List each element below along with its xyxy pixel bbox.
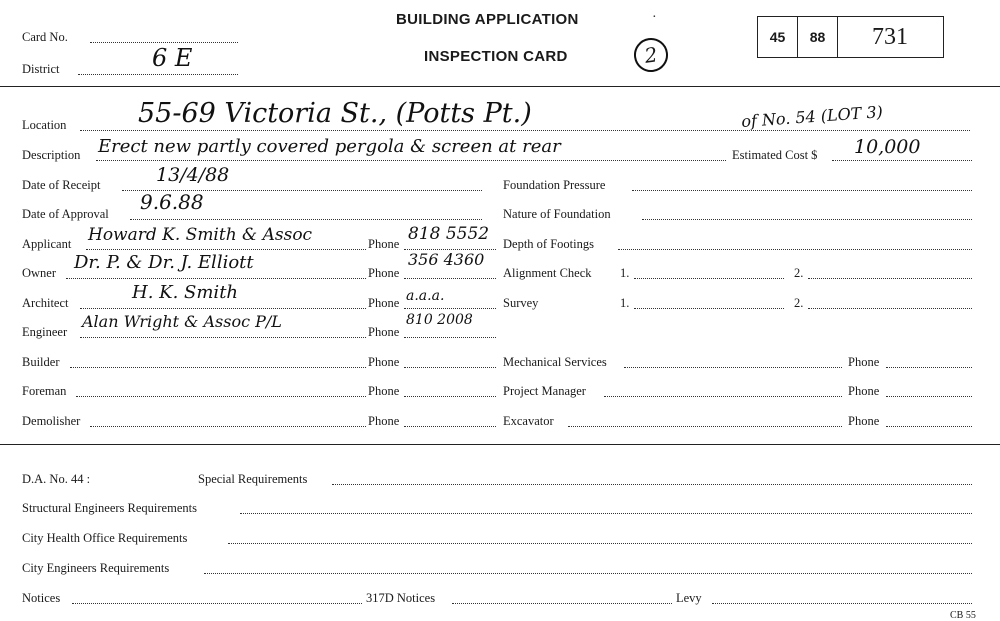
owner-phone-line xyxy=(404,278,496,279)
mechanical-services-line xyxy=(624,367,842,368)
card-number-box xyxy=(757,16,944,58)
engineer-phone-line xyxy=(404,337,496,338)
excavator-phone-label: Phone xyxy=(848,414,880,428)
location-line xyxy=(80,130,970,131)
city-engineers-line xyxy=(204,573,972,574)
dot-mark: · xyxy=(652,10,657,25)
date-of-approval-label: Date of Approval xyxy=(22,207,109,221)
notices-317d-line xyxy=(452,603,672,604)
engineer-label: Engineer xyxy=(22,325,68,339)
depth-of-footings-label: Depth of Footings xyxy=(503,237,594,251)
form-code: CB 55 xyxy=(950,610,976,621)
architect-label: Architect xyxy=(22,296,69,310)
demolisher-phone-label: Phone xyxy=(368,414,400,428)
estimated-cost-value: 10,000 xyxy=(854,136,921,158)
card-title-line1: BUILDING APPLICATION xyxy=(396,11,579,28)
builder-phone-line xyxy=(404,367,496,368)
district-line xyxy=(78,74,238,75)
alignment-check-2-line xyxy=(808,278,972,279)
survey-1-label: 1. xyxy=(620,296,630,310)
city-health-office-label: City Health Office Requirements xyxy=(22,531,188,545)
alignment-check-label: Alignment Check xyxy=(503,266,592,280)
owner-phone-label: Phone xyxy=(368,266,400,280)
alignment-check-1-label: 1. xyxy=(620,266,630,280)
architect-line xyxy=(80,308,366,309)
builder-phone-label: Phone xyxy=(368,355,400,369)
survey-label: Survey xyxy=(503,296,539,310)
owner-value: Dr. P. & Dr. J. Elliott xyxy=(74,252,254,273)
box-code-1: 45 xyxy=(758,17,798,57)
notices-317d-label: 317D Notices xyxy=(366,591,436,605)
city-health-office-line xyxy=(228,543,972,544)
demolisher-phone-line xyxy=(404,426,496,427)
card-no-line xyxy=(90,42,238,43)
foreman-line xyxy=(76,396,366,397)
special-requirements-label: Special Requirements xyxy=(198,472,308,486)
excavator-line xyxy=(568,426,842,427)
header-divider xyxy=(0,86,1000,87)
special-requirements-line xyxy=(332,484,972,485)
demolisher-line xyxy=(90,426,366,427)
description-line xyxy=(96,160,726,161)
architect-phone-label: Phone xyxy=(368,296,400,310)
foreman-phone-line xyxy=(404,396,496,397)
card-title-line2: INSPECTION CARD xyxy=(424,48,568,65)
district-label: District xyxy=(22,62,60,76)
applicant-phone-label: Phone xyxy=(368,237,400,251)
applicant-label: Applicant xyxy=(22,237,72,251)
applicant-line xyxy=(86,249,366,250)
mechanical-services-phone-line xyxy=(886,367,972,368)
applicant-phone-value: 818 5552 xyxy=(408,224,490,244)
project-manager-phone-line xyxy=(886,396,972,397)
date-of-approval-line xyxy=(130,219,482,220)
location-note: of No. 54 (LOT 3) xyxy=(740,102,884,131)
foreman-phone-label: Phone xyxy=(368,384,400,398)
structural-engineers-label: Structural Engineers Requirements xyxy=(22,501,197,515)
date-of-approval-value: 9.6.88 xyxy=(140,190,204,214)
circled-number: 2 xyxy=(632,36,670,74)
builder-label: Builder xyxy=(22,355,60,369)
alignment-check-2-label: 2. xyxy=(794,266,804,280)
description-value: Erect new partly covered pergola & screen at rear xyxy=(98,136,561,157)
nature-of-foundation-label: Nature of Foundation xyxy=(503,207,611,221)
alignment-check-1-line xyxy=(634,278,784,279)
depth-of-footings-line xyxy=(618,249,972,250)
location-value: 55-69 Victoria St., (Potts Pt.) xyxy=(138,98,532,129)
foundation-pressure-line xyxy=(632,190,972,191)
applicant-value: Howard K. Smith & Assoc xyxy=(88,225,313,245)
survey-2-label: 2. xyxy=(794,296,804,310)
nature-of-foundation-line xyxy=(642,219,972,220)
box-code-2: 88 xyxy=(798,17,838,57)
excavator-label: Excavator xyxy=(503,414,554,428)
project-manager-label: Project Manager xyxy=(503,384,586,398)
da-no-label: D.A. No. 44 : xyxy=(22,472,91,486)
levy-line xyxy=(712,603,972,604)
project-manager-phone-label: Phone xyxy=(848,384,880,398)
mechanical-services-label: Mechanical Services xyxy=(503,355,607,369)
date-of-receipt-value: 13/4/88 xyxy=(156,164,230,186)
owner-label: Owner xyxy=(22,266,57,280)
card-no-label: Card No. xyxy=(22,30,68,44)
requirements-divider xyxy=(0,444,1000,445)
engineer-phone-label: Phone xyxy=(368,325,400,339)
estimated-cost-label: Estimated Cost $ xyxy=(732,148,818,162)
box-card-number: 731 xyxy=(872,23,908,50)
notices-line xyxy=(72,603,362,604)
survey-2-line xyxy=(808,308,972,309)
architect-phone-line xyxy=(404,308,496,309)
description-label: Description xyxy=(22,148,81,162)
owner-line xyxy=(66,278,366,279)
project-manager-line xyxy=(604,396,842,397)
engineer-value: Alan Wright & Assoc P/L xyxy=(82,312,282,331)
architect-phone-value: a.a.a. xyxy=(406,288,445,304)
structural-engineers-line xyxy=(240,513,972,514)
engineer-phone-value: 810 2008 xyxy=(406,312,473,328)
owner-phone-value: 356 4360 xyxy=(408,250,485,269)
survey-1-line xyxy=(634,308,784,309)
builder-line xyxy=(70,367,366,368)
estimated-cost-line xyxy=(832,160,972,161)
engineer-line xyxy=(80,337,366,338)
mechanical-services-phone-label: Phone xyxy=(848,355,880,369)
excavator-phone-line xyxy=(886,426,972,427)
district-value: 6 E xyxy=(152,44,193,72)
foreman-label: Foreman xyxy=(22,384,67,398)
levy-label: Levy xyxy=(676,591,702,605)
foundation-pressure-label: Foundation Pressure xyxy=(503,178,606,192)
demolisher-label: Demolisher xyxy=(22,414,81,428)
city-engineers-label: City Engineers Requirements xyxy=(22,561,170,575)
location-label: Location xyxy=(22,118,67,132)
notices-label: Notices xyxy=(22,591,61,605)
date-of-receipt-label: Date of Receipt xyxy=(22,178,101,192)
architect-value: H. K. Smith xyxy=(132,282,239,303)
